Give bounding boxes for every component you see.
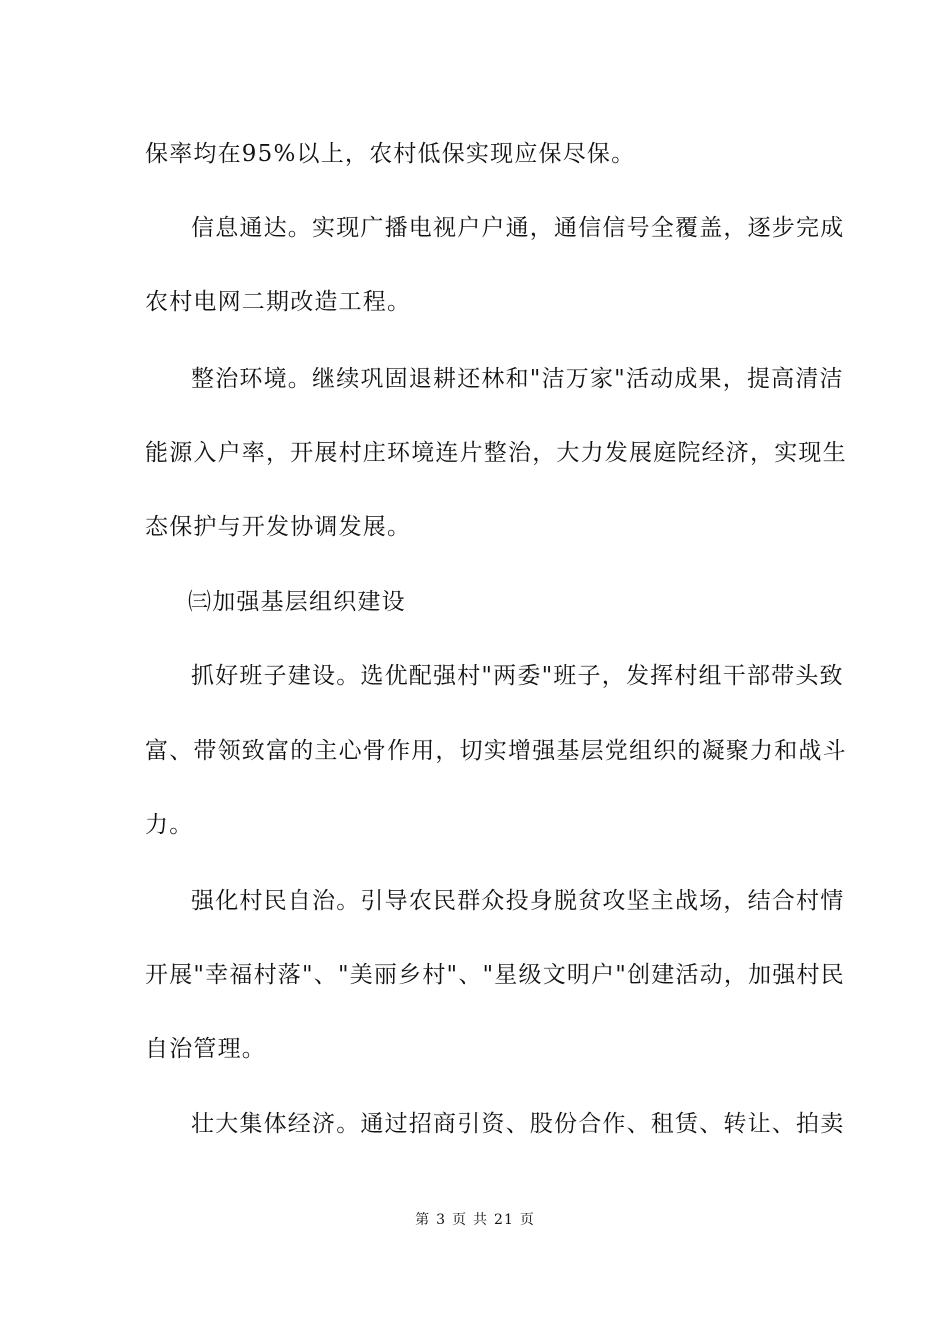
text-line: 农村电网二期改造工程。	[145, 289, 412, 315]
text-line: 力。	[145, 812, 194, 838]
section-heading: ㈢加强基层组织建设	[188, 589, 406, 615]
text-line: 保率均在95%以上，农村低保实现应保尽保。	[145, 141, 636, 167]
paragraph-start: 抓好班子建设。选优配强村"两委"班子，发挥村组干部带头致	[191, 663, 844, 689]
text-line: 自治管理。	[145, 1036, 266, 1062]
text-line: 能源入户率，开展村庄环境连片整治，大力发展庭院经济，实现生	[145, 440, 847, 466]
paragraph-start: 整治环境。继续巩固退耕还林和"洁万家"活动成果，提高清洁	[191, 366, 844, 392]
footer-prefix: 第	[415, 1212, 431, 1228]
paragraph-start: 强化村民自治。引导农民群众投身脱贫攻坚主战场，结合村情	[191, 888, 845, 914]
text-line: 态保护与开发协调发展。	[145, 514, 412, 540]
footer-suffix: 页	[519, 1212, 535, 1228]
page-number-total: 21	[494, 1212, 514, 1228]
page-footer	[0, 1211, 950, 1229]
footer-mid1: 页	[452, 1212, 468, 1228]
text-line: 开展"幸福村落"、"美丽乡村"、"星级文明户"创建活动，加强村民	[145, 962, 845, 988]
paragraph-start: 壮大集体经济。通过招商引资、股份合作、租赁、转让、拍卖	[191, 1111, 845, 1137]
footer-mid2: 共	[473, 1212, 489, 1228]
page-number-current: 3	[436, 1212, 447, 1228]
text-line: 富、带领致富的主心骨作用，切实增强基层党组织的凝聚力和战斗	[145, 738, 847, 764]
paragraph-start: 信息通达。实现广播电视户户通，通信信号全覆盖，逐步完成	[191, 215, 845, 241]
